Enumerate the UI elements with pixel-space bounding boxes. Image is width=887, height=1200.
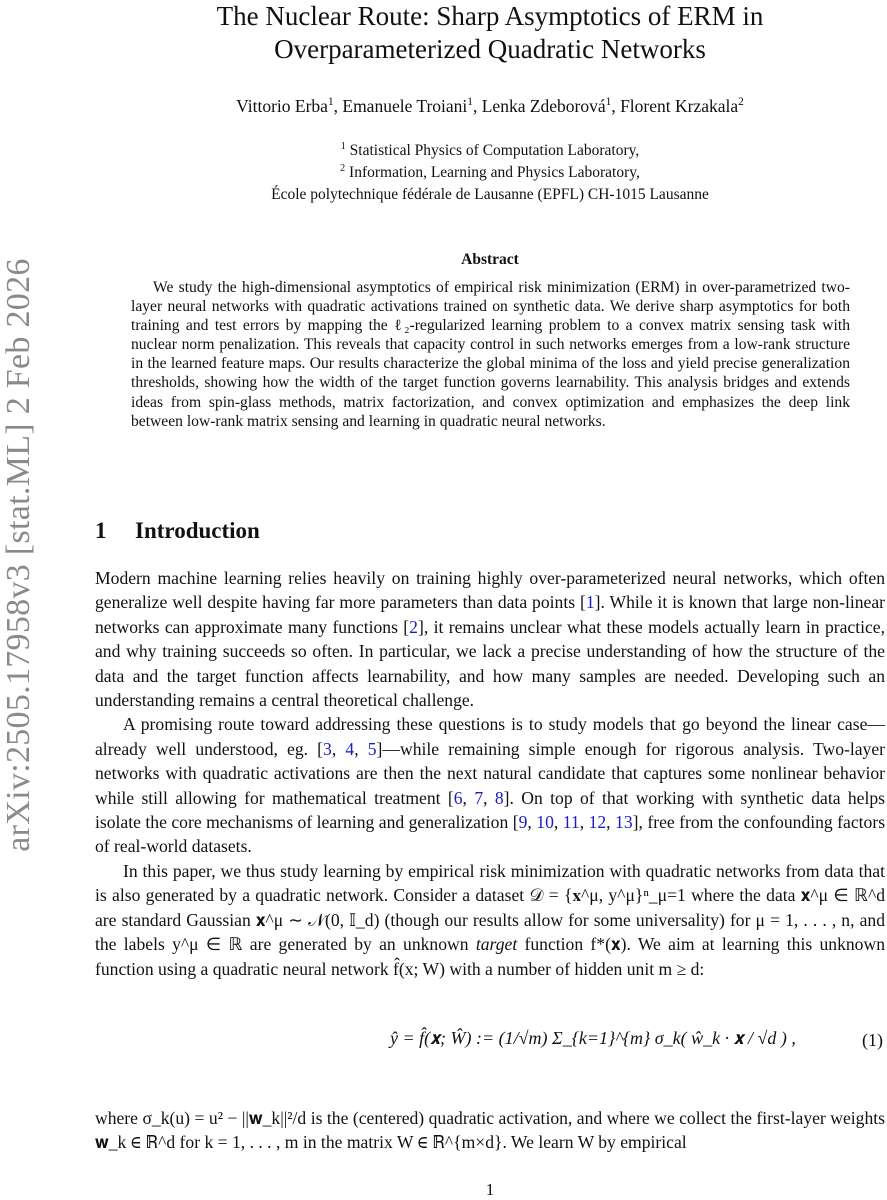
affiliations	[95, 140, 885, 206]
author: Emanuele Troiani$^1$	[342, 96, 473, 116]
page-number: 1	[485, 1180, 495, 1199]
text-segment: ]. While it is known that large non-linear networks can approximate many functions [	[95, 592, 885, 637]
text-segment: ,	[553, 812, 563, 833]
citation-link[interactable]: 8	[494, 787, 504, 808]
text-segment: In this paper, we thus study learning by empirical risk minimization with quadratic networks from data that is also generated by a quadratic network. Consider a dataset 𝒟 = {𝐱^μ, y^μ}ⁿ_μ=1 where the data 𝐱^μ ∈ ℝ^d are standard Gaussian 𝐱^μ ∼ 𝒩(0, 𝕀_d) (though our results allow for some universality) for μ = 1, . . . , n, and the labels y^μ ∈ ℝ are generated by an unknown	[95, 860, 885, 955]
affiliation: $^1$ Statistical Physics of Computation Laboratory,	[340, 140, 640, 159]
equation-number: (1)	[862, 1030, 883, 1050]
paper-title	[95, 0, 885, 66]
text-segment: ]—while remaining simple enough for rigorous analysis. Two-layer networks with quadratic activations are then the next natural candidate that captures some nonlinear behavior while still allowing for mathematical treatment [	[95, 738, 886, 808]
text-segment: ,	[354, 738, 368, 759]
citation-link[interactable]: 12	[588, 812, 607, 833]
text-segment: ,	[331, 738, 346, 759]
equation-expression: ŷ = f̂(𝐱; Ŵ) := (1/√m) Σ_{k=1}^{m} σ_k( ŵ_k · 𝐱 / √d ) ,	[390, 1028, 796, 1048]
affiliation: École polytechnique fédérale de Lausanne (EPFL) CH-1015 Lausanne	[271, 186, 709, 203]
author: Vittorio Erba$^1$	[236, 96, 334, 116]
paragraph	[95, 712, 885, 858]
citation-link[interactable]: 5	[367, 738, 377, 759]
introduction-body	[95, 566, 885, 981]
section-heading: 1 Introduction	[95, 518, 260, 543]
citation-link[interactable]: 11	[562, 812, 580, 833]
text-segment: ,	[606, 812, 616, 833]
citation-link[interactable]: 1	[585, 592, 595, 613]
author: Lenka Zdeborová$^1$	[481, 96, 612, 116]
equation-1	[95, 1018, 885, 1078]
title-line: Overparameterized Quadratic Networks	[274, 34, 706, 64]
text-segment: ], free from the confounding factors of real-world datasets.	[95, 812, 886, 857]
citation-link[interactable]: 13	[615, 812, 633, 833]
text-segment: ,	[527, 812, 537, 833]
text-segment: ], it remains unclear what these models actually learn in practice, and why training succeeds so often. In particular, we lack a precise understanding of how the structure of the data and the target function affects learnability, and how many samples are needed. Developing such an understanding remains a central theoretical challenge.	[95, 616, 886, 711]
paragraph	[95, 566, 885, 712]
arxiv-stamp: arXiv:2505.17958v3 [stat.ML] 2 Feb 2026	[0, 258, 37, 852]
text-segment: ,	[462, 787, 475, 808]
citation-link[interactable]: 3	[323, 738, 332, 759]
text-segment: Modern machine learning relies heavily on training highly over-parameterized neural networks, which often generalize well despite having far more parameters than data points [	[95, 568, 885, 613]
abstract-text: We study the high-dimensional asymptotics of empirical risk minimization (ERM) in over-parametrized two-layer neural networks with quadratic activations trained on synthetic data. We derive sharp asymptotics for both training and test errors by mapping the ℓ₂-regularized learning problem to a convex matrix sensing task with nuclear norm penalization. This reveals that capacity control in such networks emerges from a low-rank structure in the learned feature maps. Our results characterize the global minima of the loss and yield precise generalization thresholds, showing how the width of the target function governs learnability. This analysis bridges and extends ideas from spin-glass methods, matrix factorization, and convex optimization and emphasizes the deep link between low-rank matrix sensing and learning in quadratic neural networks.	[131, 279, 850, 430]
affiliation: $^2$ Information, Learning and Physics Laboratory,	[340, 162, 640, 181]
text-segment: function f*(𝐱). We aim at learning this unknown function using a quadratic neural network f̂(x; W) with a number of hidden unit m ≥ d:	[95, 934, 885, 979]
emphasis-text: target	[475, 934, 518, 955]
paragraph-after-equation: where σ_k(u) = u² − ||𝐰_k||²/d is the (centered) quadratic activation, and where we collect the first-layer weights 𝐰_k ∈ ℝ^d for k = 1, . . . , m in the matrix W ∈ ℝ^{m×d}. We learn W by empirical	[95, 1108, 885, 1153]
citation-link[interactable]: 9	[518, 812, 528, 833]
author-list: Vittorio Erba$^1$, Emanuele Troiani$^1$, Lenka Zdeborová$^1$, Florent Krzakala$^2$	[236, 96, 744, 116]
citation-link[interactable]: 7	[474, 787, 484, 808]
text-segment: ,	[579, 812, 589, 833]
text-segment: A promising route toward addressing these questions is to study models that go beyond the linear case—already well understood, eg. [	[95, 714, 885, 759]
citation-link[interactable]: 6	[453, 787, 463, 808]
author: Florent Krzakala$^2$	[620, 96, 744, 116]
paragraph	[95, 859, 885, 981]
title-line: The Nuclear Route: Sharp Asymptotics of ERM in	[216, 1, 764, 31]
abstract-heading: Abstract	[461, 251, 519, 268]
text-segment: ,	[483, 787, 495, 808]
text-segment: ]. On top of that working with synthetic data helps isolate the core mechanisms of learning and generalization [	[95, 787, 886, 833]
citation-link[interactable]: 10	[536, 812, 554, 833]
citation-link[interactable]: 2	[409, 616, 418, 637]
citation-link[interactable]: 4	[345, 738, 355, 759]
